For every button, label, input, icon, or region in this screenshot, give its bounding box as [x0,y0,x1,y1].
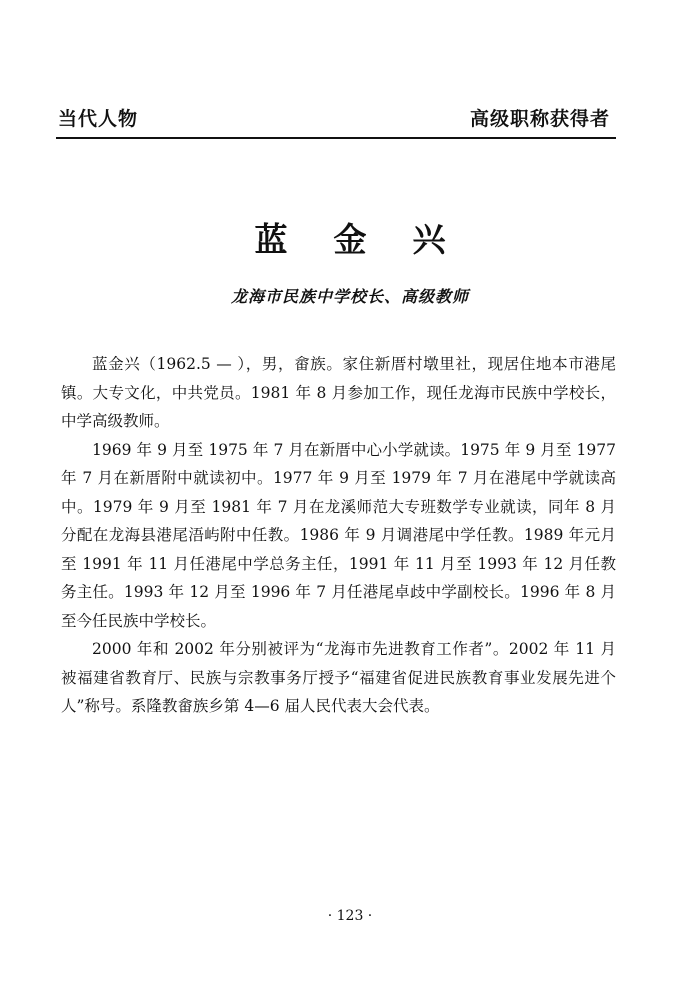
header-category-label: 高级职称获得者 [469,108,610,130]
page-number: · 123 · [327,908,373,924]
article-subtitle: 龙海市民族中学校长、高级教师 [230,287,469,306]
paragraph: 蓝金兴（1962.5 — ），男，畲族。家住新厝村墩里社，现居住地本市港尾镇。大专文化，中共党员。1981 年 8 月参加工作，现任龙海市民族中学校长，中学高级教师。 [61,355,616,430]
paragraph: 1969 年 9 月至 1975 年 7 月在新厝中心小学就读。1975 年 9 月至 1977 年 7 月在新厝附中就读初中。1977 年 9 月至 1979 年 7 月在港尾中学就读高中。1979 年 9 月至 1981 年 7 月在龙溪师范大专班数学专业就读，同年 8 月分配在龙海县港尾浯屿附中任教。1986 年 9 月调港尾中学任教。1989 年元月至 1991 年 11 月任港尾中学总务主任，1991 年 11 月至 1993 年 12 月任教务主任。1993 年 12 月至 1996 年 7 月任港尾卓歧中学副校长。1996 年 8 月至今任民族中学校长。 [61,440,616,630]
article-body [61,350,616,721]
article-title: 蓝金兴 [254,220,492,259]
paragraph: 2000 年和 2002 年分别被评为“龙海市先进教育工作者”。2002 年 11 月被福建省教育厅、民族与宗教事务厅授予“福建省促进民族教育事业发展先进个人”称号。系隆教畲族乡第 4—6 届人民代表大会代表。 [61,640,616,715]
header-section-label: 当代人物 [58,108,139,130]
header-divider [56,137,616,139]
